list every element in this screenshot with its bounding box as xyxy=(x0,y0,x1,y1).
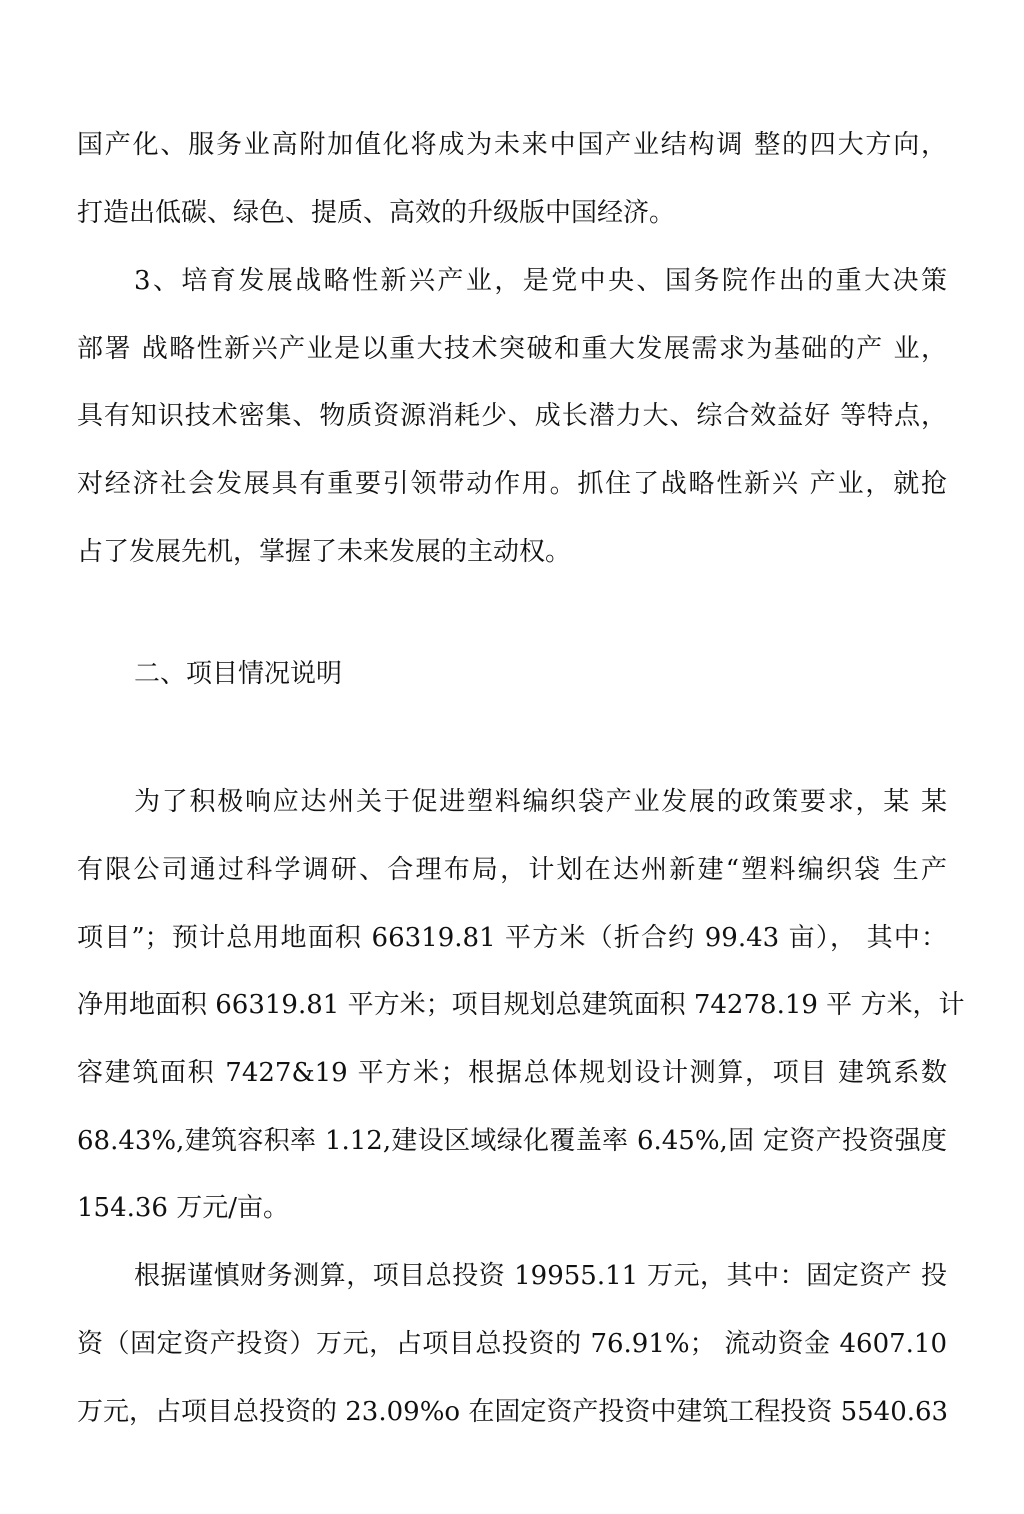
paragraph-line: 具有知识技术密集、物质资源消耗少、成长潜力大、综合效益好 等特点， xyxy=(77,401,947,431)
paragraph-line: 万元，占项目总投资的 23.09%o 在固定资产投资中建筑工程投资 5540.63 xyxy=(77,1397,949,1427)
paragraph-line: 资（固定资产投资）万元，占项目总投资的 76.91%； 流动资金 4607.10 xyxy=(77,1329,947,1359)
paragraph-line: 对经济社会发展具有重要引领带动作用。抓住了战略性新兴 产业，就抢 xyxy=(77,469,947,499)
paragraph-line: 有限公司通过科学调研、合理布局，计划在达州新建“塑料编织袋 生产 xyxy=(77,855,947,885)
paragraph-line: 154.36 万元/亩。 xyxy=(77,1193,289,1223)
paragraph-line: 打造出低碳、绿色、提质、高效的升级版中国经济。 xyxy=(77,198,676,228)
paragraph-line: 68.43%,建筑容积率 1.12,建设区域绿化覆盖率 6.45%,固 定资产投资强度 xyxy=(77,1126,947,1156)
paragraph-line: 3、培育发展战略性新兴产业，是党中央、国务院作出的重大决策 xyxy=(134,266,947,296)
paragraph-line: 部署 战略性新兴产业是以重大技术突破和重大发展需求为基础的产 业， xyxy=(77,334,947,364)
paragraph-line: 占了发展先机，掌握了未来发展的主动权。 xyxy=(77,537,572,567)
paragraph-line: 项目”；预计总用地面积 66319.81 平方米（折合约 99.43 亩）， 其中： xyxy=(77,923,947,953)
paragraph-line: 为了积极响应达州关于促进塑料编织袋产业发展的政策要求，某 某 xyxy=(134,787,947,817)
paragraph-line: 净用地面积 66319.81 平方米；项目规划总建筑面积 74278.19 平 方米，计 xyxy=(77,990,965,1020)
paragraph-line: 根据谨慎财务测算，项目总投资 19955.11 万元，其中：固定资产 投 xyxy=(134,1261,947,1291)
paragraph-line: 容建筑面积 7427&19 平方米；根据总体规划设计测算，项目 建筑系数 xyxy=(77,1058,947,1088)
section-heading: 二、项目情况说明 xyxy=(134,659,343,689)
paragraph-line: 国产化、服务业高附加值化将成为未来中国产业结构调 整的四大方向， xyxy=(77,130,947,160)
